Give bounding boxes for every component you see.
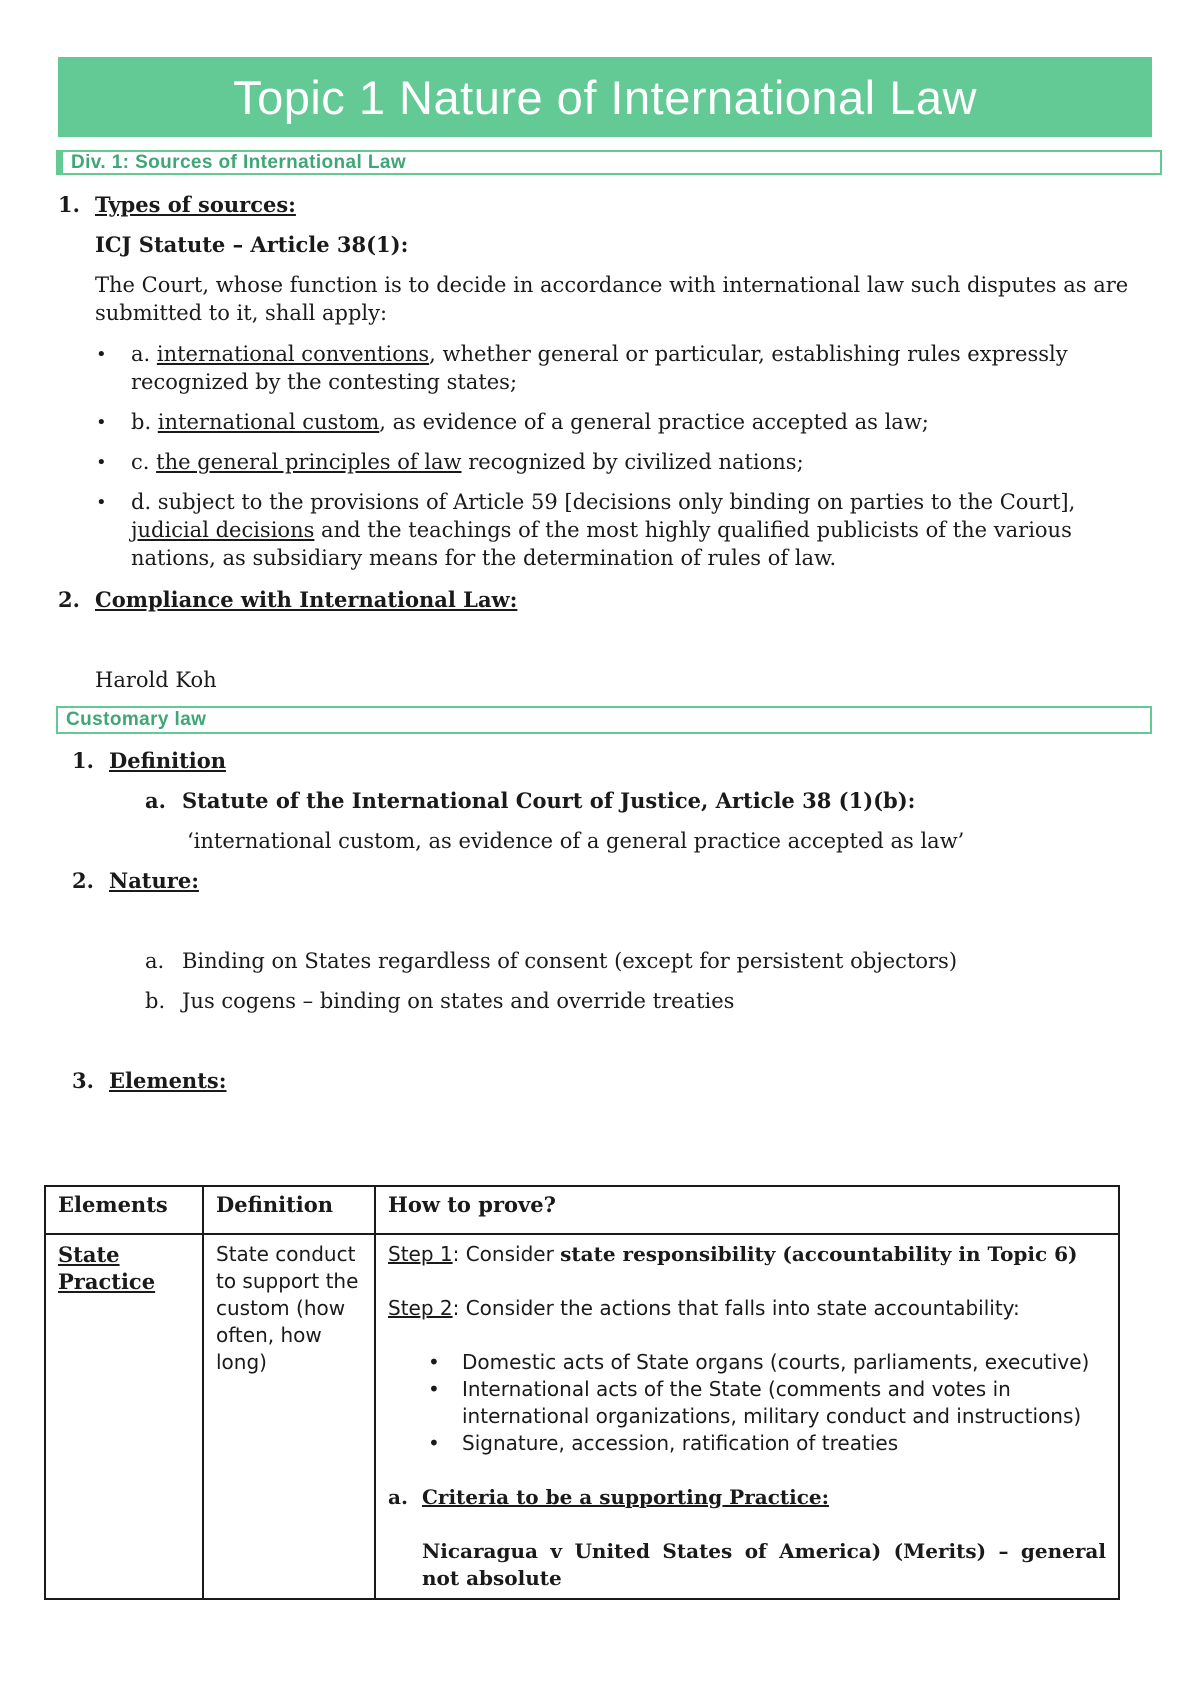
list-heading-elements: Elements: <box>109 1068 227 1093</box>
sub-heading-statute: Statute of the International Court of Justice, Article 38 (1)(b): <box>182 788 916 813</box>
list-number: 2. <box>58 587 80 612</box>
step-2: Step 2: Consider the actions that falls into state accountability: <box>388 1296 1020 1320</box>
author-name: Harold Koh <box>95 668 217 692</box>
source-item-b: b. international custom, as evidence of a general practice accepted as law; <box>131 410 929 434</box>
list-heading-compliance: Compliance with International Law: <box>95 587 518 612</box>
table-row <box>45 1234 1119 1599</box>
list-item: • Domestic acts of State organs (courts, parliaments, executive) <box>428 1349 1106 1376</box>
nicaragua-case: Nicaragua v United States of America) (Merits) – general not absolute <box>422 1539 1106 1590</box>
sub-number: b. <box>145 989 166 1013</box>
how-to-prove-cell <box>375 1234 1119 1599</box>
nature-item-b: Jus cogens – binding on states and override treaties <box>182 989 735 1013</box>
custom-quote: ‘international custom, as evidence of a general practice accepted as law’ <box>187 829 965 853</box>
section-heading-customary-law: Customary law <box>56 706 1152 734</box>
bullet-icon: • <box>96 452 107 473</box>
list-item: • Signature, accession, ratification of treaties <box>428 1430 1106 1457</box>
table-header: Definition <box>203 1186 375 1234</box>
bullet-icon: • <box>96 492 107 513</box>
sub-number: a. <box>145 788 166 813</box>
elements-table <box>44 1185 1120 1600</box>
page-title: Topic 1 Nature of International Law <box>58 57 1152 137</box>
source-item-d: d. subject to the provisions of Article 59 [decisions only binding on parties to the Court], judicial decisions and the teachings of the most highly qualified publicists of the various nations, as subsidiary means for the determination of rules of law. <box>131 490 1076 570</box>
list-number: 2. <box>72 868 94 893</box>
list-number: 1. <box>72 748 94 773</box>
element-definition: State conduct to support the custom (how often, how long) <box>203 1234 375 1599</box>
sub-number: a. <box>145 949 165 973</box>
list-heading-definition: Definition <box>109 748 227 773</box>
table-header-row <box>45 1186 1119 1234</box>
bullet-icon: • <box>96 412 107 433</box>
statute-heading: ICJ Statute – Article 38(1): <box>95 232 409 257</box>
state-acts-list <box>388 1349 1106 1457</box>
source-item-a: a. international conventions, whether general or particular, establishing rules expressly recognized by the contesting states; <box>131 342 1068 394</box>
court-intro-paragraph: The Court, whose function is to decide in accordance with international law such disputes as are submitted to it, shall apply: <box>95 273 1129 325</box>
list-number: 1. <box>58 192 80 217</box>
element-state-practice: State Practice <box>45 1234 203 1599</box>
criteria-heading: a. Criteria to be a supporting Practice: <box>388 1485 830 1509</box>
list-heading-types-of-sources: Types of sources: <box>95 192 296 217</box>
source-item-c: c. the general principles of law recognized by civilized nations; <box>131 450 804 474</box>
table-header: How to prove? <box>375 1186 1119 1234</box>
nature-item-a: Binding on States regardless of consent (except for persistent objectors) <box>182 949 958 973</box>
list-number: 3. <box>72 1068 94 1093</box>
list-item: • International acts of the State (comments and votes in international organizations, military conduct and instructions) <box>428 1376 1106 1430</box>
list-heading-nature: Nature: <box>109 868 199 893</box>
bullet-icon: • <box>96 344 107 365</box>
step-1: Step 1: Consider state responsibility (accountability in Topic 6) <box>388 1242 1078 1266</box>
table-header: Elements <box>45 1186 203 1234</box>
section-heading-sources: Div. 1: Sources of International Law <box>56 150 1162 175</box>
